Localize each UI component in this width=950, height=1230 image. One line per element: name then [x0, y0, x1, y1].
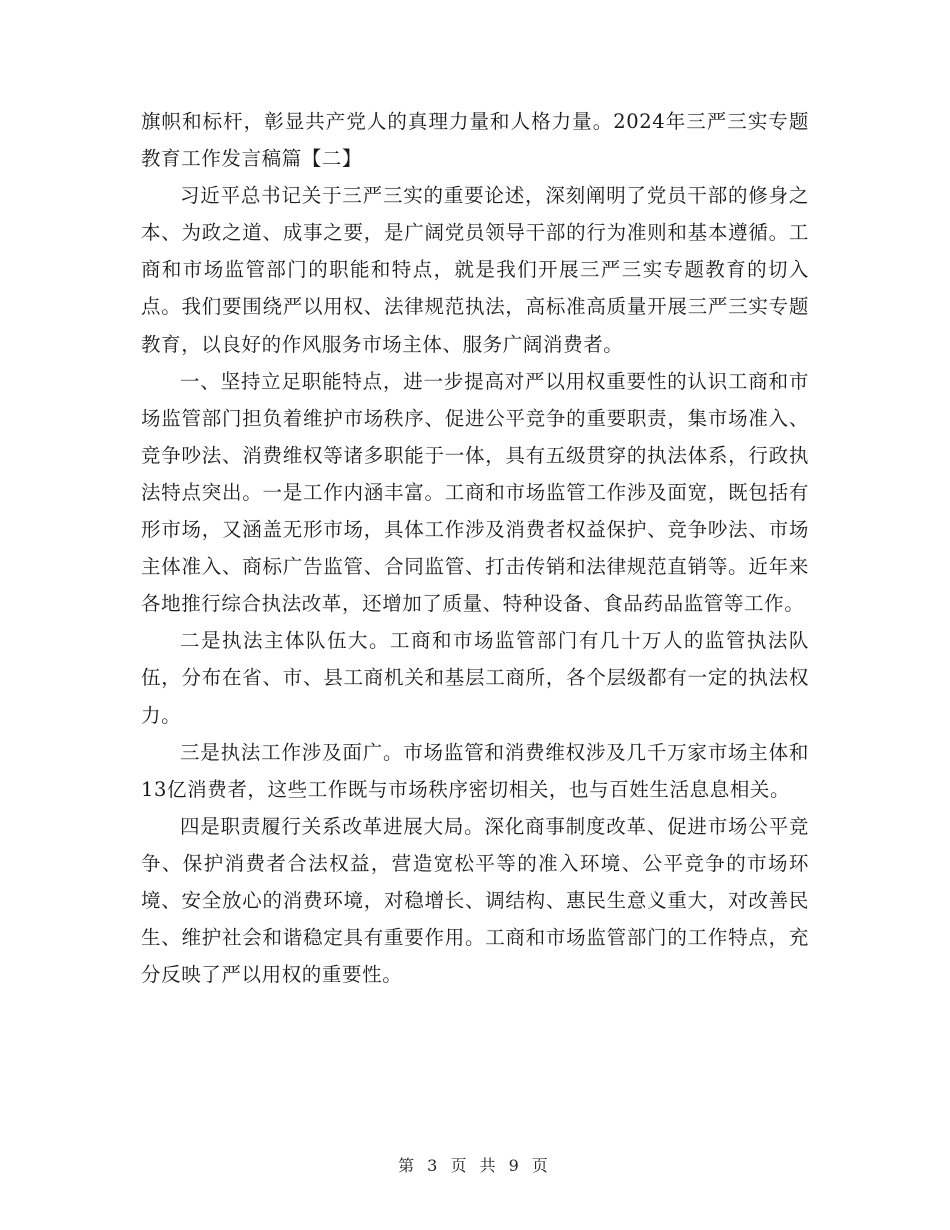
paragraph-1: 旗帜和标杆，彰显共产党人的真理力量和人格力量。2024年三严三实专题教育工作发言稿篇【二】 — [141, 110, 809, 171]
page-number-footer: 第 3 页 共 9 页 — [398, 1156, 552, 1175]
paragraph-6: 四是职责履行关系改革进展大局。深化商事制度改革、促进市场公平竞争、保护消费者合法权益，营造宽松平等的准入环境、公平竞争的市场环境、安全放心的消费环境，对稳增长、调结构、惠民生意义重大，对改善民生、维护社会和谐稳定具有重要作用。工商和市场监管部门的工作特点，充分反映了严以用权的重要性。 — [141, 814, 809, 987]
page-body — [141, 103, 809, 993]
paragraph-3: 一、坚持立足职能特点，进一步提高对严以用权重要性的认识工商和市场监管部门担负着维护市场秩序、促进公平竞争的重要职责，集市场准入、竞争吵法、消费维权等诸多职能于一体，具有五级贯穿的执法体系，行政执法特点突出。一是工作内涵丰富。工商和市场监管工作涉及面宽，既包括有形市场，又涵盖无形市场，具体工作涉及消费者权益保护、竞争吵法、市场主体准入、商标广告监管、合同监管、打击传销和法律规范直销等。近年来各地推行综合执法改革，还增加了质量、特种设备、食品药品监管等工作。 — [141, 369, 809, 616]
paragraph-4: 二是执法主体队伍大。工商和市场监管部门有几十万人的监管执法队伍，分布在省、市、县工商机关和基层工商所，各个层级都有一定的执法权力。 — [141, 629, 809, 727]
paragraph-2: 习近平总书记关于三严三实的重要论述，深刻阐明了党员干部的修身之本、为政之道、成事之要，是广阔党员领导干部的行为准则和基本遵循。工商和市场监管部门的职能和特点，就是我们开展三严三实专题教育的切入点。我们要围绕严以用权、法律规范执法，高标准高质量开展三严三实专题教育，以良好的作风服务市场主体、服务广阔消费者。 — [141, 184, 809, 356]
paragraph-5: 三是执法工作涉及面广。市场监管和消费维权涉及几千万家市场主体和13亿消费者，这些工作既与市场秩序密切相关，也与百姓生活息息相关。 — [141, 740, 809, 801]
